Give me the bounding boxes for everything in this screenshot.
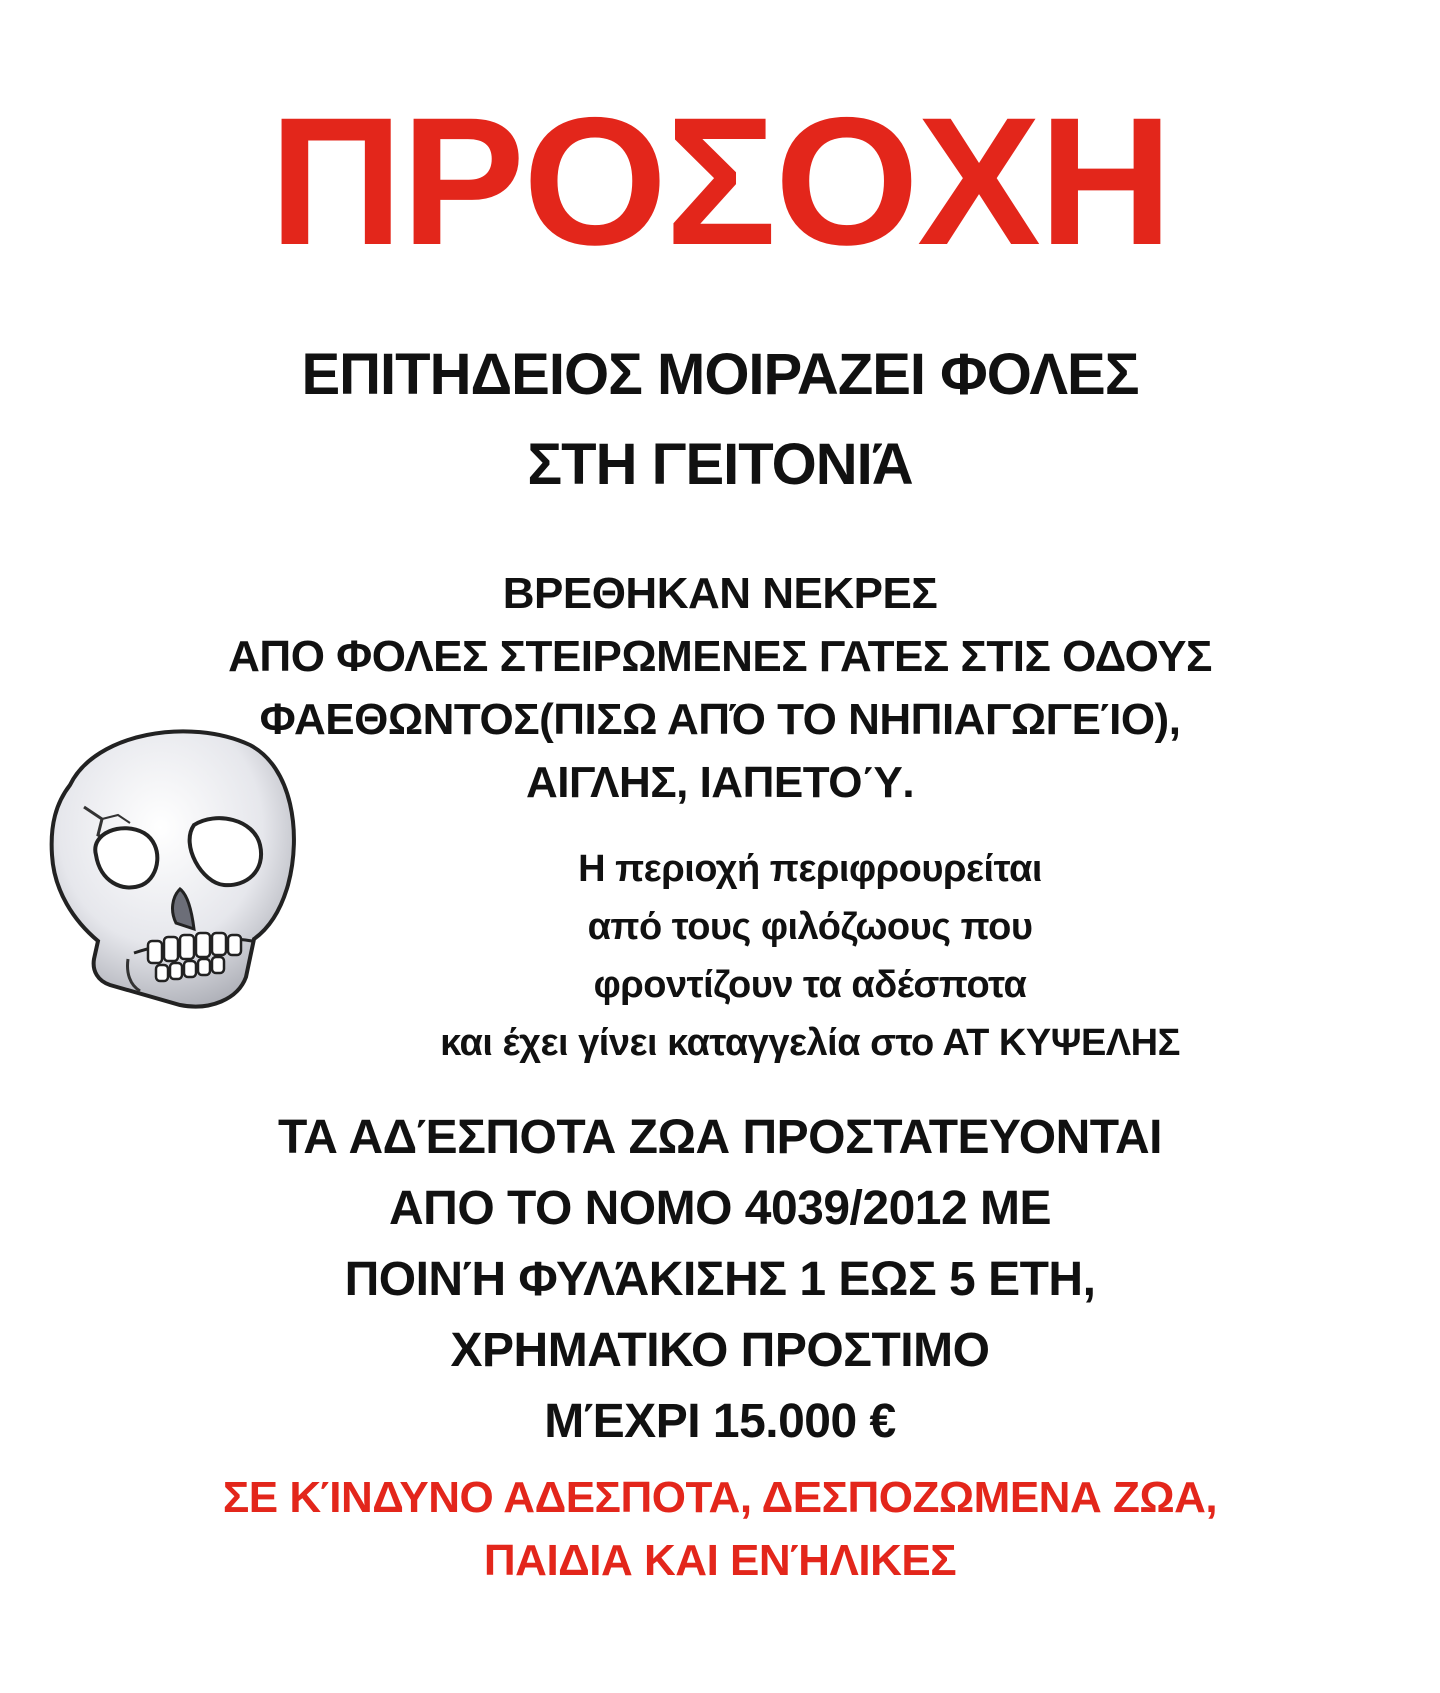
area-line: Η περιοχή περιφρουρείται [578,848,1042,890]
subtitle [0,330,1440,510]
law-line: ΑΠΟ ΤΟ ΝΟΜΟ 4039/2012 ΜΕ [388,1182,1051,1235]
danger-line: ΣΕ ΚΊΝΔΥΝΟ ΑΔΕΣΠΟΤΑ, ΔΕΣΠΟΖΩΜΕΝΑ ΖΩΑ, [222,1473,1218,1522]
area-line: φροντίζουν τα αδέσποτα [593,964,1027,1006]
found-line: ΒΡΕΘΗΚΑΝ ΝΕΚΡΕΣ [502,569,938,618]
law-line: ΠΟΙΝΉ ΦΥΛΆΚΙΣΗΣ 1 ΕΩΣ 5 ΕΤΗ, [344,1253,1096,1306]
found-line: ΑΠΟ ΦΟΛΕΣ ΣΤΕΙΡΩΜΕΝΕΣ ΓΑΤΕΣ ΣΤΙΣ ΟΔΟΥΣ [228,632,1212,681]
area-notice [90,840,1440,1072]
danger-notice [0,1466,1440,1592]
headline: ΠΡΟΣΟΧΗ [269,79,1171,283]
subtitle-line: ΕΠΙΤΗΔΕΙΟΣ ΜΟΙΡΑΖΕΙ ΦΟΛΕΣ [301,342,1139,407]
area-line: και έχει γίνει καταγγελία στο ΑΤ ΚΥΨΕΛΗΣ [440,1022,1180,1064]
law-line: ΧΡΗΜΑΤΙΚΟ ΠΡΟΣΤΙΜΟ [450,1324,990,1377]
law-line: ΜΈΧΡΙ 15.000 € [544,1395,896,1448]
found-line: ΑΙΓΛΗΣ, ΙΑΠΕΤΟΎ. [525,758,915,807]
law-notice [0,1102,1440,1457]
danger-line: ΠΑΙΔΙΑ ΚΑΙ ΕΝΉΛΙΚΕΣ [483,1536,957,1585]
area-line: από τους φιλόζωους που [587,906,1033,948]
found-line: ΦΑΕΘΩΝΤΟΣ(ΠΙΣΩ ΑΠΌ ΤΟ ΝΗΠΙΑΓΩΓΕΊΟ), [259,695,1181,744]
subtitle-line: ΣΤΗ ΓΕΙΤΟΝΙΆ [527,432,913,497]
law-line: ΤΑ ΑΔΈΣΠΟΤΑ ΖΩΑ ΠΡΟΣΤΑΤΕΥΟΝΤΑΙ [278,1111,1162,1164]
